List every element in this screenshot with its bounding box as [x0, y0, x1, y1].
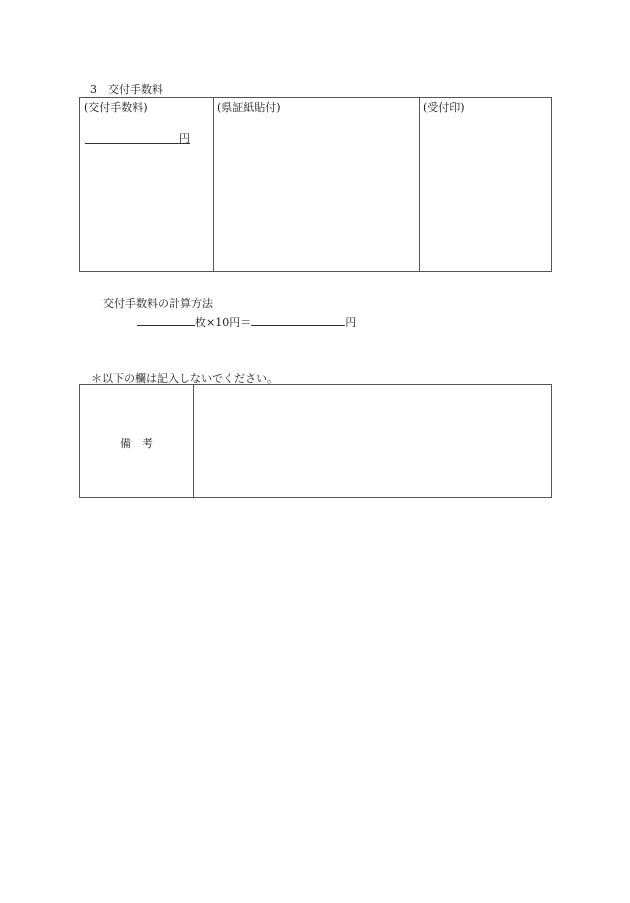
- calculation-formula: [137, 314, 356, 328]
- remarks-value-cell: [193, 385, 551, 497]
- fee-amount-field[interactable]: [85, 132, 190, 144]
- total-amount-field[interactable]: [251, 314, 345, 326]
- calculation-title: 交付手数料の計算方法: [103, 297, 213, 310]
- fee-cell: [80, 98, 214, 271]
- formula-unit-label: 円: [345, 316, 357, 329]
- sheet-count-field[interactable]: [137, 314, 195, 326]
- remarks-label: 備 考: [120, 437, 153, 450]
- fee-table: [79, 97, 552, 272]
- stamp-column-header: (県証紙貼付): [217, 101, 281, 114]
- fee-unit-label: 円: [179, 132, 190, 145]
- notice-text: ＊以下の欄は記入しないでください。: [91, 372, 278, 385]
- formula-middle-text: 枚×10円＝: [195, 316, 252, 329]
- receipt-column-header: (受付印): [423, 101, 465, 114]
- fee-column-header: (交付手数料): [84, 101, 148, 114]
- section-title: 3 交付手数料: [90, 83, 163, 96]
- remarks-table: [79, 384, 552, 498]
- remarks-label-cell: [80, 385, 194, 497]
- stamp-cell[interactable]: [213, 98, 420, 271]
- receipt-cell: [419, 98, 551, 271]
